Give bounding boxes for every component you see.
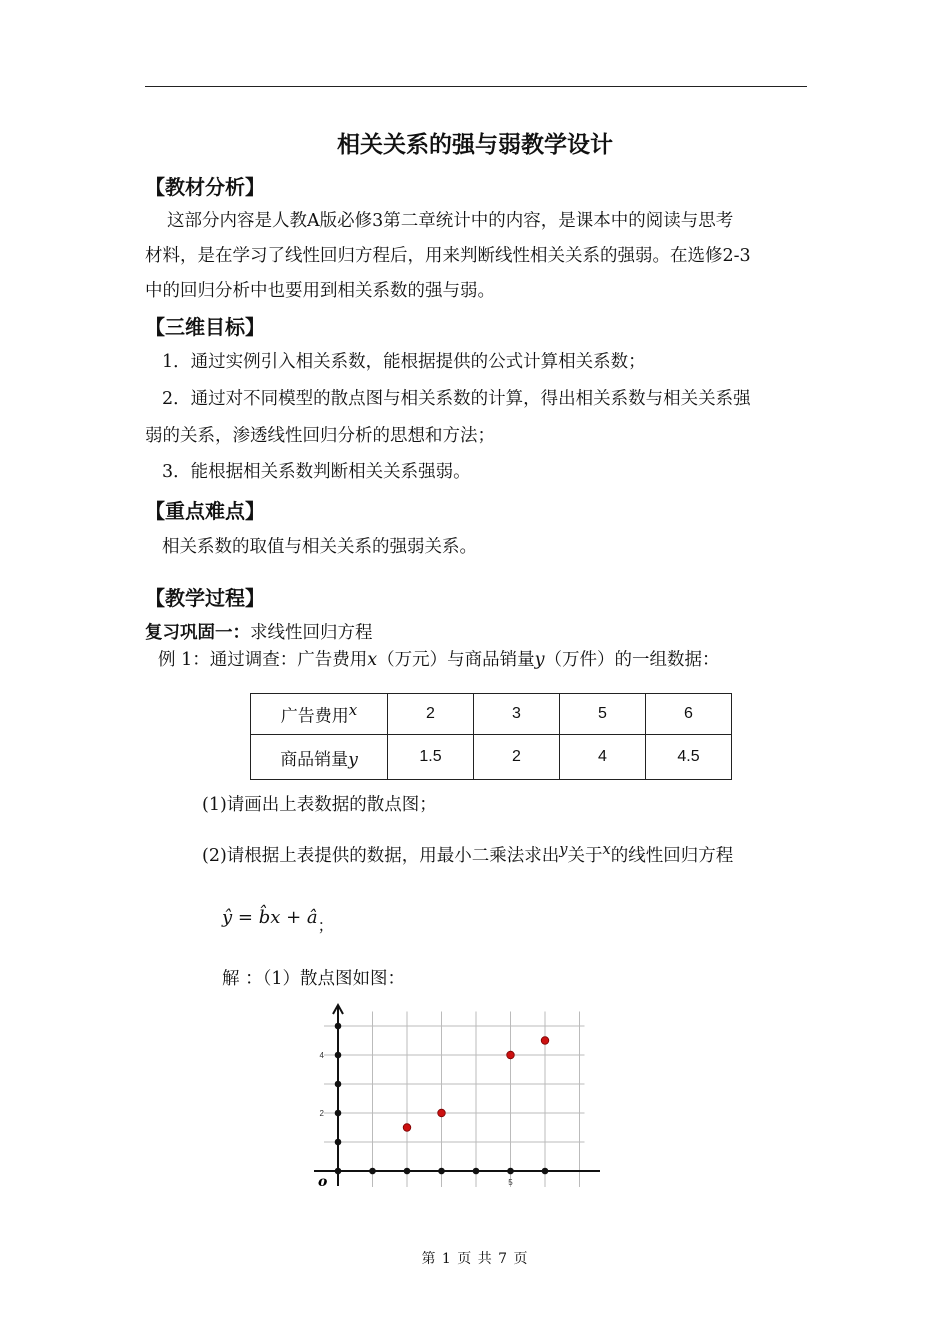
heading-keypoints: 【重点难点】 bbox=[145, 499, 265, 523]
x-axis-tick-dot bbox=[404, 1168, 411, 1175]
review-line bbox=[145, 619, 373, 644]
example-x: x bbox=[367, 650, 378, 670]
x-axis-tick-dot bbox=[507, 1168, 514, 1175]
x-axis-tick-dot bbox=[335, 1168, 342, 1175]
goal-item-2-cont: 弱的关系，渗透线性回归分析的思想和方法； bbox=[145, 426, 495, 446]
formula-text: ŷ = b̂x + â bbox=[222, 907, 318, 928]
table-cell: 3 bbox=[474, 694, 560, 735]
chart-axes bbox=[314, 1005, 600, 1186]
x-axis-tick-dot bbox=[438, 1168, 445, 1175]
example-tail: （万件）的一组数据： bbox=[544, 650, 720, 670]
y-axis-tick-dot bbox=[335, 1139, 342, 1146]
table-cell: 4.5 bbox=[646, 735, 732, 780]
data-point bbox=[403, 1124, 411, 1132]
table-row bbox=[251, 735, 732, 780]
chart-ticks bbox=[320, 1023, 549, 1187]
example-mid: （万元）与商品销量 bbox=[377, 650, 535, 670]
heading-process: 【教学过程】 bbox=[145, 586, 265, 610]
solution-text: 解 ：（1）散点图如图： bbox=[222, 969, 405, 989]
scatter-chart bbox=[300, 1000, 600, 1200]
goal-item-3: 3．能根据相关系数判断相关关系强弱。 bbox=[162, 462, 471, 482]
x-axis-tick-dot bbox=[542, 1168, 549, 1175]
question-2 bbox=[202, 841, 733, 867]
table-cell: 2 bbox=[474, 735, 560, 780]
review-label: 复习巩固一： bbox=[145, 623, 250, 643]
table-cell: 6 bbox=[646, 694, 732, 735]
header-rule bbox=[145, 86, 807, 87]
x-axis-tick-dot bbox=[473, 1168, 480, 1175]
table-cell: 5 bbox=[560, 694, 646, 735]
q2-part-b: 关于 bbox=[567, 845, 603, 866]
y-axis-tick-dot bbox=[335, 1023, 342, 1030]
example-y: y bbox=[534, 650, 545, 670]
q2-y: y bbox=[559, 841, 568, 858]
table-row bbox=[251, 694, 732, 735]
keypoints-text: 相关系数的取值与相关关系的强弱关系。 bbox=[162, 537, 477, 557]
y-axis-tick-dot bbox=[335, 1052, 342, 1059]
example-prefix: 例 1：通过调查：广告费用 bbox=[158, 650, 368, 670]
x-tick-label: 5 bbox=[508, 1178, 513, 1187]
table-row-label: 广告费用$^x$ bbox=[251, 694, 388, 735]
heading-analysis: 【教材分析】 bbox=[145, 175, 265, 199]
regression-formula bbox=[222, 905, 334, 935]
formula-tail: ； bbox=[317, 916, 334, 935]
page-footer: 第 1 页 共 7 页 bbox=[421, 1251, 529, 1267]
table-row-label: 商品销量y bbox=[251, 735, 388, 780]
analysis-line-2: 材料，是在学习了线性回归方程后，用来判断线性相关关系的强弱。在选修2-3 bbox=[145, 246, 751, 266]
x-axis-tick-dot bbox=[369, 1168, 376, 1175]
origin-label: o bbox=[318, 1174, 328, 1190]
y-tick-label: 2 bbox=[319, 1109, 324, 1118]
data-point bbox=[541, 1037, 549, 1045]
y-axis-tick-dot bbox=[335, 1110, 342, 1117]
data-table bbox=[250, 693, 732, 780]
table-cell: 1.5 bbox=[388, 735, 474, 780]
q2-part-c: 的线性回归方程 bbox=[610, 845, 734, 866]
analysis-line-1: 这部分内容是人教A版必修3第二章统计中的内容，是课本中的阅读与思考 bbox=[167, 211, 734, 231]
q2-part-a: (2)请根据上表提供的数据，用最小二乘法求出 bbox=[202, 845, 560, 866]
review-text: 求线性回归方程 bbox=[250, 623, 373, 643]
table-cell: 4 bbox=[560, 735, 646, 780]
example-line bbox=[158, 646, 719, 671]
y-tick-label: 4 bbox=[319, 1051, 324, 1060]
goal-item-2: 2．通过对不同模型的散点图与相关系数的计算，得出相关系数与相关关系强 bbox=[162, 389, 751, 409]
analysis-line-3: 中的回归分析中也要用到相关系数的强与弱。 bbox=[145, 281, 495, 301]
data-point bbox=[438, 1109, 446, 1117]
page-title: 相关关系的强与弱教学设计 bbox=[337, 131, 613, 158]
question-1: (1)请画出上表数据的散点图； bbox=[202, 795, 437, 815]
y-axis-tick-dot bbox=[335, 1081, 342, 1088]
data-point bbox=[507, 1051, 515, 1059]
table-cell: 2 bbox=[388, 694, 474, 735]
q2-x: x bbox=[602, 841, 611, 858]
goal-item-1: 1．通过实例引入相关系数，能根据提供的公式计算相关系数； bbox=[162, 352, 646, 372]
heading-goals: 【三维目标】 bbox=[145, 315, 265, 339]
